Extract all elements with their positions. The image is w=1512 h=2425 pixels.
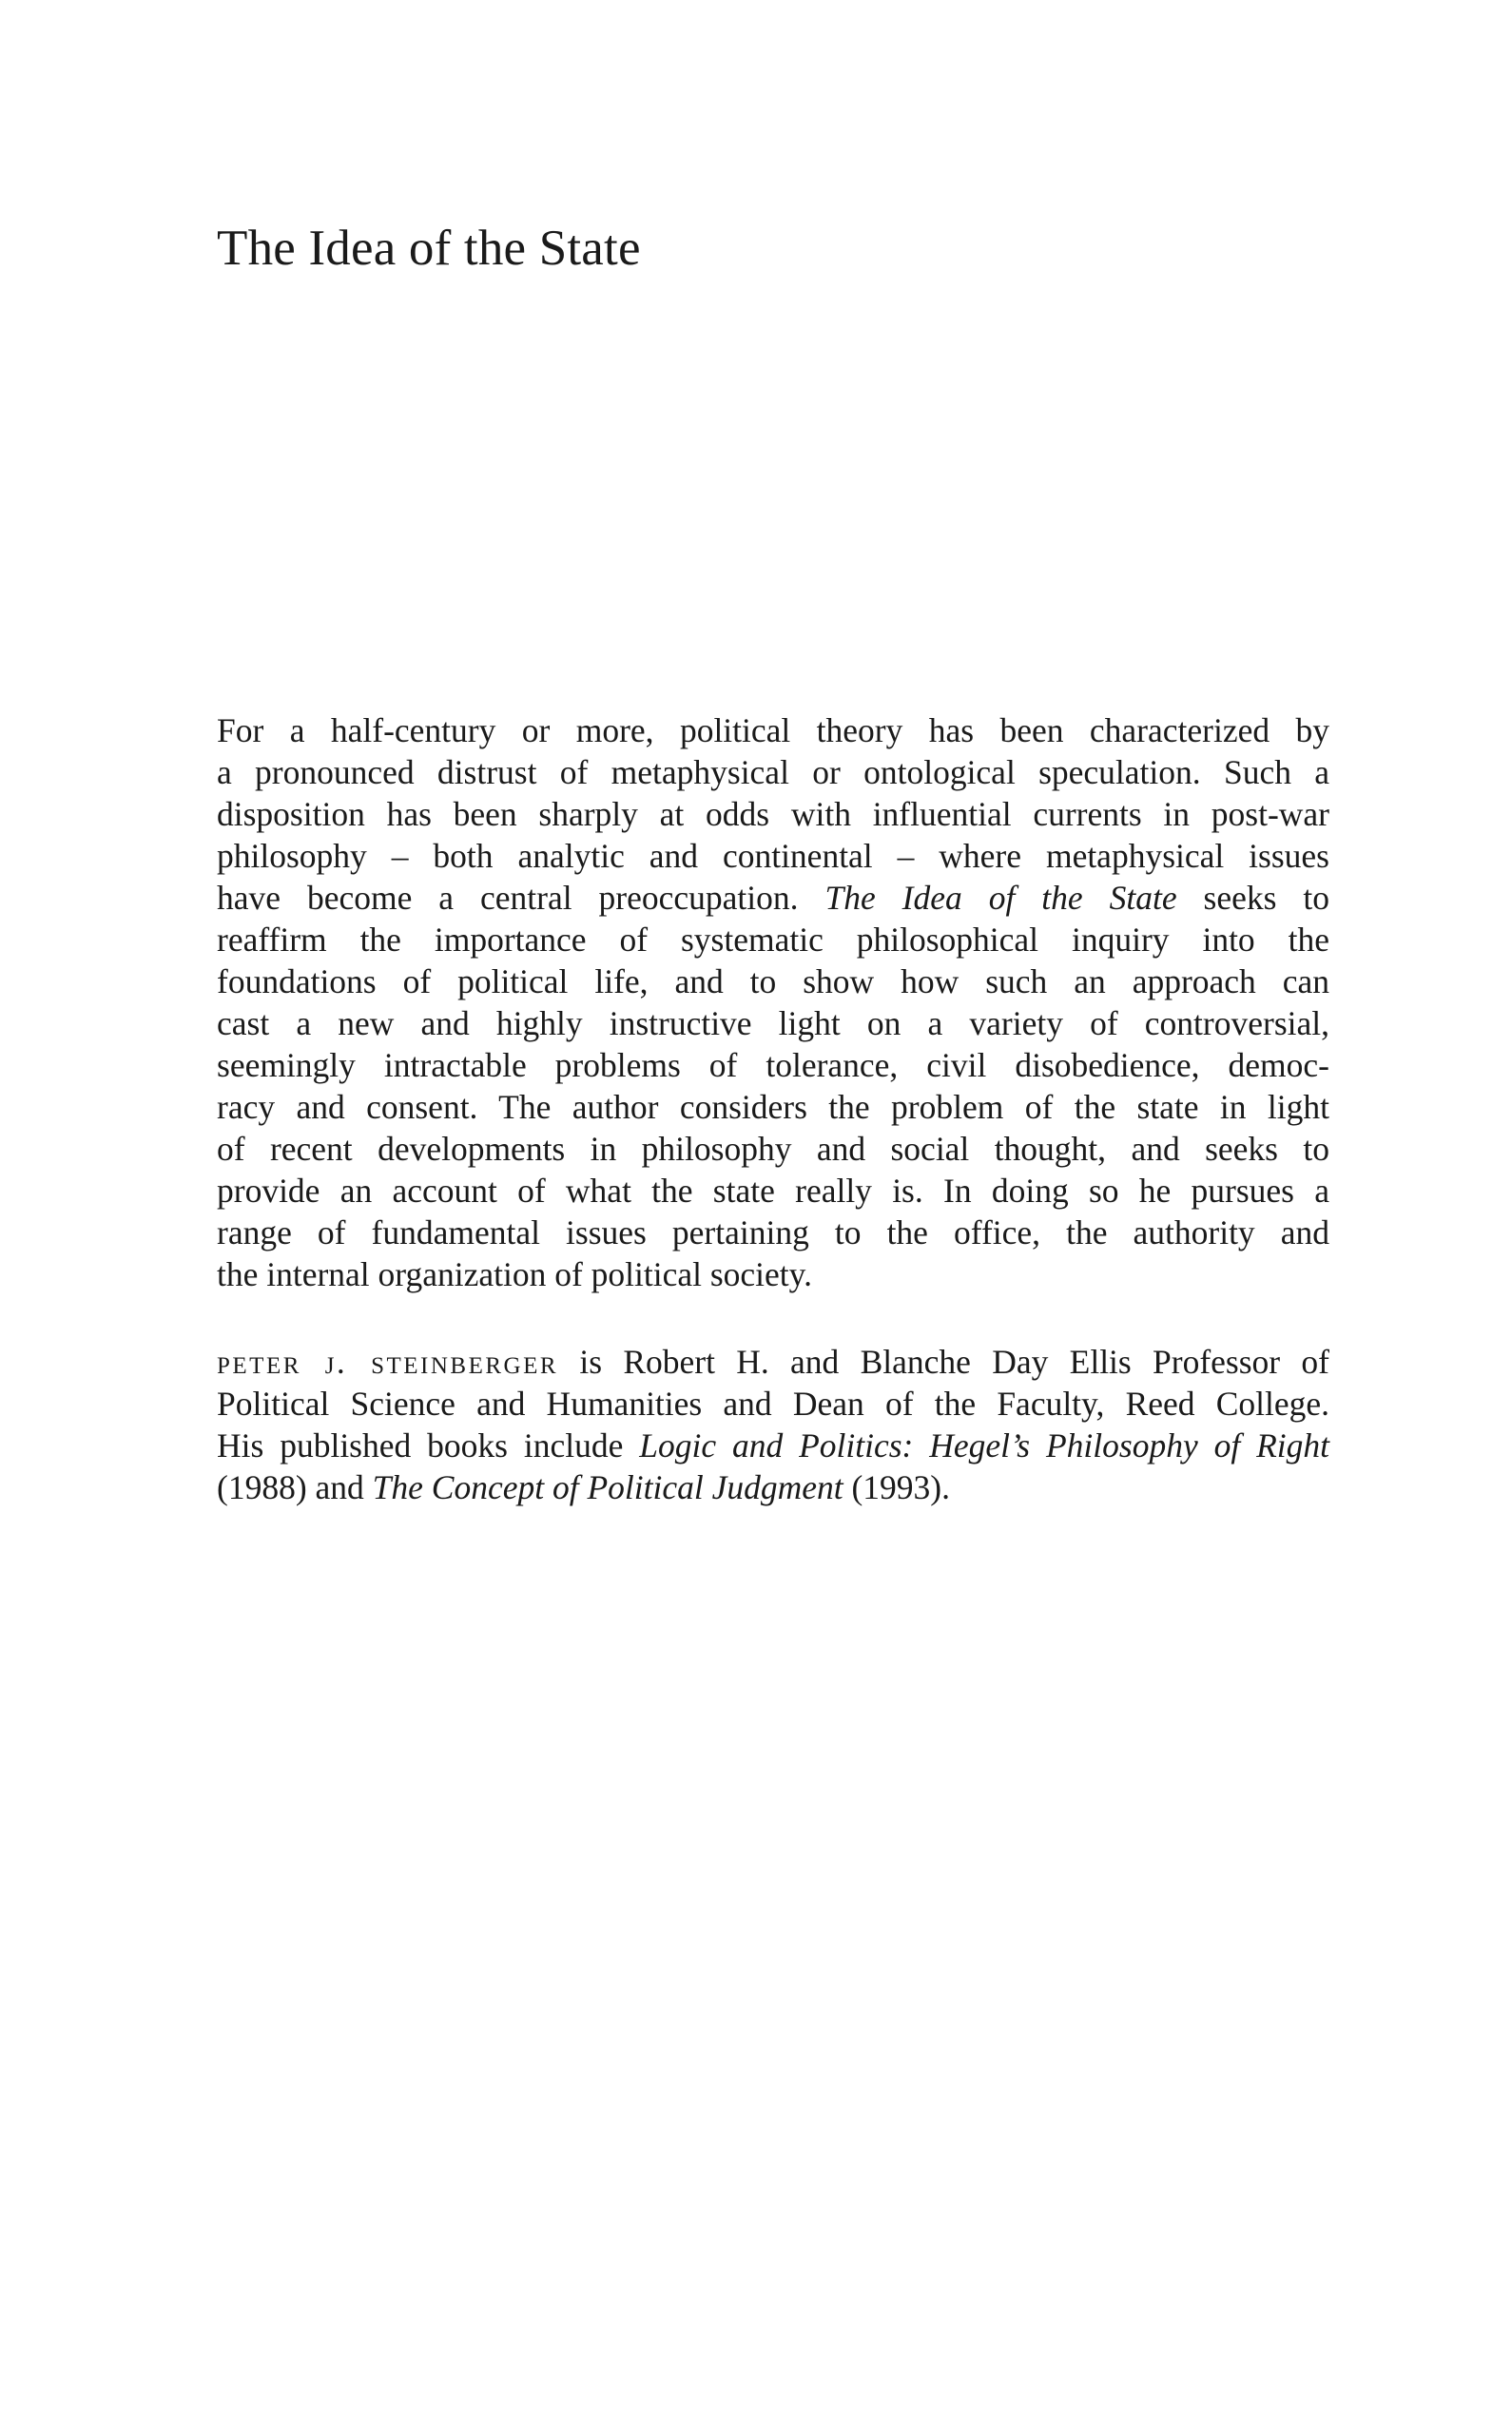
description-line-text: seeks to bbox=[1176, 879, 1329, 917]
description-line bbox=[217, 877, 1329, 919]
book-title-italic: The Concept of Political Judgment bbox=[372, 1468, 843, 1506]
author-bio bbox=[217, 1341, 1329, 1508]
bio-line: Political Science and Humanities and Dean of the Faculty, Reed College. bbox=[217, 1385, 1329, 1423]
description-paragraph bbox=[217, 709, 1329, 1295]
description-line: reaffirm the importance of systematic philosophical inquiry into the bbox=[217, 921, 1329, 959]
book-title-italic: Logic and Politics: Hegel’s Philosophy of Right bbox=[639, 1426, 1329, 1465]
bio-line-text: is Robert H. and Blanche Day Ellis Professor of bbox=[558, 1343, 1329, 1381]
description-line: seemingly intractable problems of tolerance, civil disobedience, democ- bbox=[217, 1046, 1329, 1084]
author-name: peter j. steinberger bbox=[217, 1343, 559, 1381]
description-line: racy and consent. The author considers the problem of the state in light bbox=[217, 1088, 1329, 1126]
description-line: provide an account of what the state really is. In doing so he pursues a bbox=[217, 1172, 1329, 1210]
description-line: foundations of political life, and to show how such an approach can bbox=[217, 962, 1329, 1000]
description-line: philosophy – both analytic and continental – where metaphysical issues bbox=[217, 837, 1329, 875]
description-line: For a half-century or more, political theory has been characterized by bbox=[217, 711, 1329, 749]
page-title: The Idea of the State bbox=[217, 221, 641, 276]
description-line: cast a new and highly instructive light on a variety of controversial, bbox=[217, 1004, 1329, 1042]
bio-line bbox=[217, 1341, 1329, 1383]
bio-line-text: (1988) and bbox=[217, 1468, 373, 1506]
book-title-italic: The Idea of the State bbox=[824, 879, 1177, 917]
bio-line bbox=[217, 1466, 1329, 1508]
bio-line bbox=[217, 1425, 1329, 1466]
description-line: the internal organization of political society. bbox=[217, 1255, 812, 1293]
description-line-text: have become a central preoccupation. bbox=[217, 879, 825, 917]
description-line: a pronounced distrust of metaphysical or ontological speculation. Such a bbox=[217, 753, 1329, 791]
description-line: range of fundamental issues pertaining to the office, the authority and bbox=[217, 1213, 1329, 1251]
description-line: disposition has been sharply at odds with influential currents in post-war bbox=[217, 795, 1329, 833]
bio-line-text: His published books include bbox=[217, 1426, 640, 1465]
description-line: of recent developments in philosophy and social thought, and seeks to bbox=[217, 1130, 1329, 1168]
bio-line-text: (1993). bbox=[843, 1468, 950, 1506]
